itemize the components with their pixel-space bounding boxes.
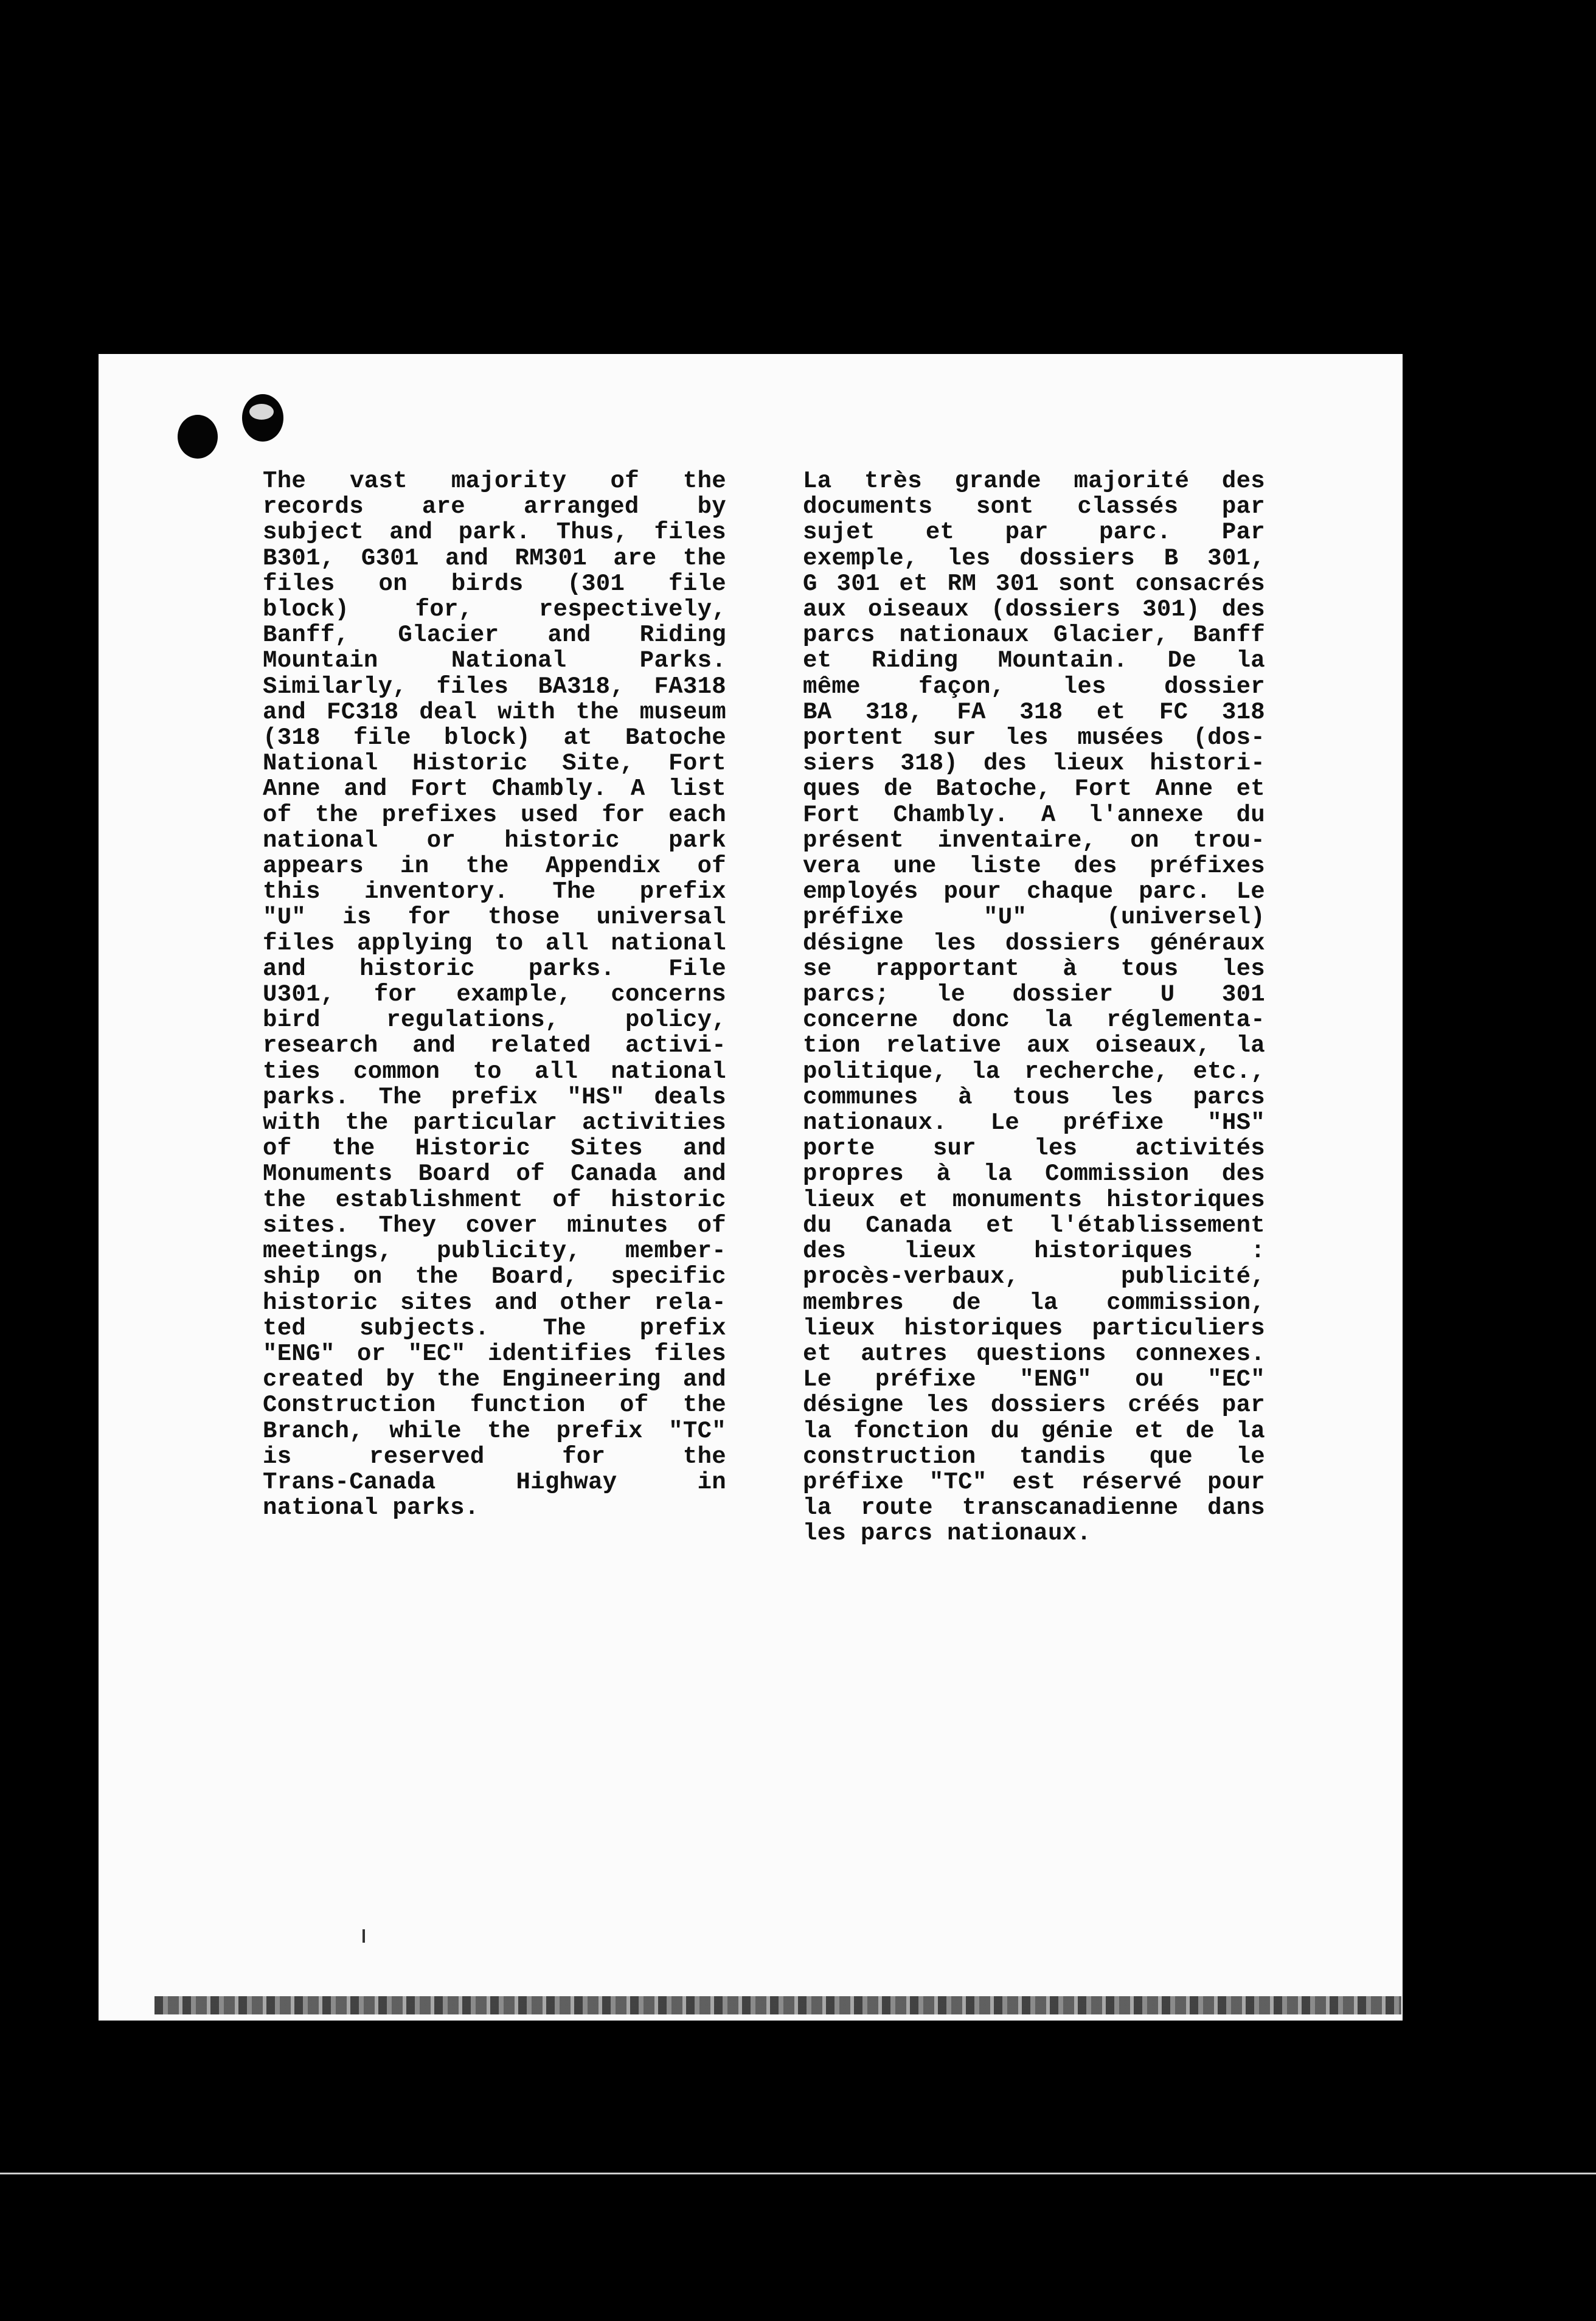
punch-hole-icon bbox=[242, 394, 283, 442]
text-line: research and related activi- bbox=[263, 1032, 726, 1060]
text-line: BA 318, FA 318 et FC 318 bbox=[803, 698, 1265, 726]
text-line: parks. The prefix "HS" deals bbox=[263, 1083, 726, 1111]
text-line: Banff, Glacier and Riding bbox=[263, 622, 726, 649]
text-line: vera une liste des préfixes bbox=[803, 853, 1265, 880]
text-line: portent sur les musées (dos- bbox=[803, 724, 1265, 752]
text-line: la fonction du génie et de la bbox=[803, 1417, 1265, 1445]
text-line: G 301 et RM 301 sont consacrés bbox=[803, 570, 1265, 597]
text-line: is reserved for the bbox=[263, 1443, 726, 1470]
text-line: appears in the Appendix of bbox=[263, 853, 726, 880]
text-line: (318 file block) at Batoche bbox=[263, 724, 726, 752]
text-line: the establishment of historic bbox=[263, 1186, 726, 1213]
text-line: with the particular activities bbox=[263, 1109, 726, 1137]
text-line: communes à tous les parcs bbox=[803, 1083, 1265, 1111]
text-line: of the prefixes used for each bbox=[263, 801, 726, 828]
text-line: Fort Chambly. A l'annexe du bbox=[803, 801, 1265, 828]
text-line: Anne and Fort Chambly. A list bbox=[263, 775, 726, 803]
text-line: et Riding Mountain. De la bbox=[803, 647, 1265, 675]
text-line: les parcs nationaux. bbox=[803, 1520, 1092, 1547]
text-line: parcs nationaux Glacier, Banff bbox=[803, 622, 1265, 649]
text-line: The vast majority of the bbox=[263, 468, 726, 494]
text-line: Le préfixe "ENG" ou "EC" bbox=[803, 1366, 1265, 1393]
text-line: tion relative aux oiseaux, la bbox=[803, 1032, 1265, 1060]
text-line: procès-verbaux, publicité, bbox=[803, 1263, 1265, 1291]
text-line: National Historic Site, Fort bbox=[263, 750, 726, 777]
scan-edge-artifact bbox=[154, 1996, 1401, 2014]
text-line: concerne donc la réglementa- bbox=[803, 1007, 1265, 1034]
text-line: block) for, respectively, bbox=[263, 596, 726, 623]
text-line: Branch, while the prefix "TC" bbox=[263, 1417, 726, 1445]
text-line: se rapportant à tous les bbox=[803, 955, 1265, 982]
text-line: construction tandis que le bbox=[803, 1443, 1265, 1470]
english-column bbox=[263, 468, 726, 1521]
text-line: désigne les dossiers généraux bbox=[803, 929, 1265, 957]
text-line: ship on the Board, specific bbox=[263, 1263, 726, 1291]
text-line: parcs; le dossier U 301 bbox=[803, 981, 1265, 1008]
text-line: of the Historic Sites and bbox=[263, 1135, 726, 1162]
text-line: aux oiseaux (dossiers 301) des bbox=[803, 596, 1265, 623]
scan-line-artifact bbox=[0, 2173, 1596, 2174]
text-line: national or historic park bbox=[263, 827, 726, 854]
document-page bbox=[99, 354, 1403, 2021]
text-line: this inventory. The prefix bbox=[263, 878, 726, 906]
text-line: siers 318) des lieux histori- bbox=[803, 750, 1265, 777]
text-line: Construction function of the bbox=[263, 1392, 726, 1419]
text-line: Mountain National Parks. bbox=[263, 647, 726, 675]
text-line: et autres questions connexes. bbox=[803, 1340, 1265, 1367]
text-line: "U" is for those universal bbox=[263, 904, 726, 931]
text-line: des lieux historiques : bbox=[803, 1238, 1265, 1265]
text-line: created by the Engineering and bbox=[263, 1366, 726, 1393]
text-line: employés pour chaque parc. Le bbox=[803, 878, 1265, 906]
text-line: membres de la commission, bbox=[803, 1289, 1265, 1316]
text-line: and historic parks. File bbox=[263, 955, 726, 982]
text-line: subject and park. Thus, files bbox=[263, 519, 726, 546]
french-column bbox=[803, 468, 1265, 1547]
text-line: la route transcanadienne dans bbox=[803, 1494, 1265, 1522]
text-line: files applying to all national bbox=[263, 929, 726, 957]
text-line: nationaux. Le préfixe "HS" bbox=[803, 1109, 1265, 1137]
text-line: bird regulations, policy, bbox=[263, 1007, 726, 1034]
text-line: présent inventaire, on trou- bbox=[803, 827, 1265, 854]
text-line: La très grande majorité des bbox=[803, 468, 1265, 494]
text-line: sites. They cover minutes of bbox=[263, 1212, 726, 1239]
text-line: Trans-Canada Highway in bbox=[263, 1468, 726, 1496]
text-line: "ENG" or "EC" identifies files bbox=[263, 1340, 726, 1367]
text-line: Monuments Board of Canada and bbox=[263, 1160, 726, 1188]
text-line: national parks. bbox=[263, 1494, 479, 1522]
text-line: désigne les dossiers créés par bbox=[803, 1392, 1265, 1419]
text-line: sujet et par parc. Par bbox=[803, 519, 1265, 546]
text-line: lieux et monuments historiques bbox=[803, 1186, 1265, 1213]
text-line: porte sur les activités bbox=[803, 1135, 1265, 1162]
text-line: U301, for example, concerns bbox=[263, 981, 726, 1008]
text-line: lieux historiques particuliers bbox=[803, 1314, 1265, 1342]
text-line: B301, G301 and RM301 are the bbox=[263, 544, 726, 572]
text-line: propres à la Commission des bbox=[803, 1160, 1265, 1188]
text-line: exemple, les dossiers B 301, bbox=[803, 544, 1265, 572]
text-line: politique, la recherche, etc., bbox=[803, 1058, 1265, 1085]
text-line: ted subjects. The prefix bbox=[263, 1314, 726, 1342]
text-line: même façon, les dossier bbox=[803, 673, 1265, 700]
punch-hole-icon bbox=[178, 415, 218, 459]
text-line: Similarly, files BA318, FA318 bbox=[263, 673, 726, 700]
text-line: meetings, publicity, member- bbox=[263, 1238, 726, 1265]
text-line: préfixe "TC" est réservé pour bbox=[803, 1468, 1265, 1496]
text-line: ques de Batoche, Fort Anne et bbox=[803, 775, 1265, 803]
text-line: du Canada et l'établissement bbox=[803, 1212, 1265, 1239]
text-line: documents sont classés par bbox=[803, 493, 1265, 521]
text-line: ties common to all national bbox=[263, 1058, 726, 1085]
text-line: historic sites and other rela- bbox=[263, 1289, 726, 1316]
text-line: files on birds (301 file bbox=[263, 570, 726, 597]
text-line: and FC318 deal with the museum bbox=[263, 698, 726, 726]
scan-speck bbox=[363, 1929, 365, 1943]
text-line: préfixe "U" (universel) bbox=[803, 904, 1265, 931]
text-line: records are arranged by bbox=[263, 493, 726, 521]
